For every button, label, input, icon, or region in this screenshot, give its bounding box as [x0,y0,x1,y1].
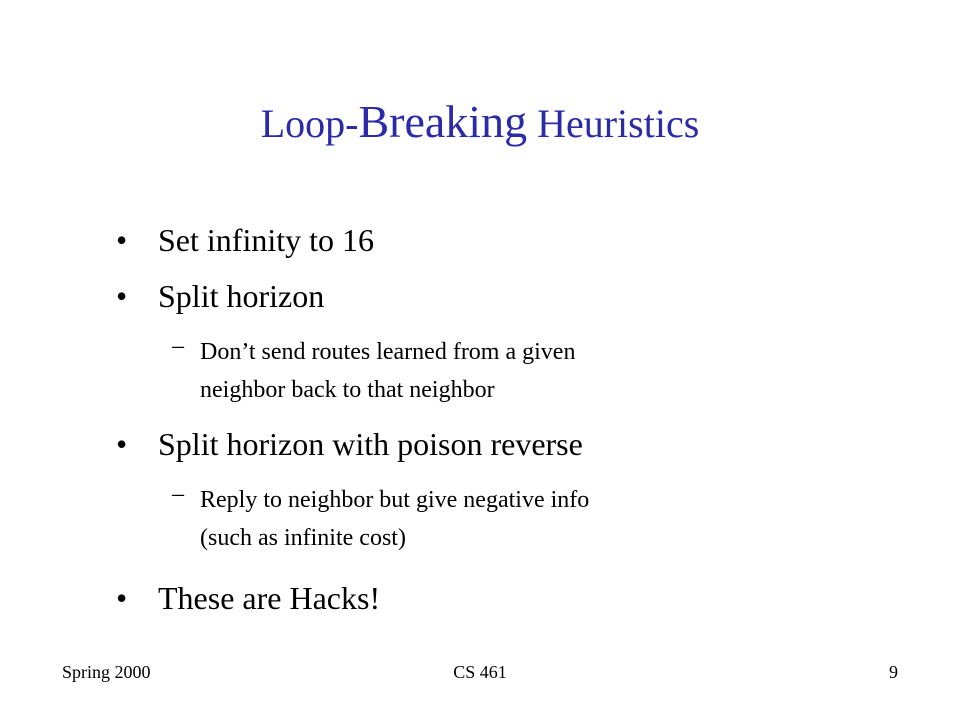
sub-bullet-text-line: neighbor back to that neighbor [200,377,495,403]
footer-course: CS 461 [453,662,507,682]
title-part-2: Breaking [358,96,528,147]
sub-bullet-marker: – [172,481,184,507]
bullet-text: Split horizon with poison reverse [158,426,583,462]
bullet-marker: • [116,222,128,258]
bullet-text: Split horizon [158,278,325,314]
bullet-text: Set infinity to 16 [158,222,374,258]
bullet-marker: • [116,580,128,616]
bullet-marker: • [116,278,128,314]
footer-page-number: 9 [889,662,898,682]
bullet-text: These are Hacks! [158,580,381,616]
title-part-3: Heuristics [527,101,700,146]
sub-bullet-text-line: Reply to neighbor but give negative info [200,487,590,513]
sub-bullet-marker: – [172,333,184,359]
title-part-1: Loop- [260,101,359,146]
sub-bullet-text-line: (such as infinite cost) [200,525,406,551]
sub-bullet-text-line: Don’t send routes learned from a given [200,339,576,365]
bullet-marker: • [116,426,128,462]
footer-date: Spring 2000 [62,662,151,682]
